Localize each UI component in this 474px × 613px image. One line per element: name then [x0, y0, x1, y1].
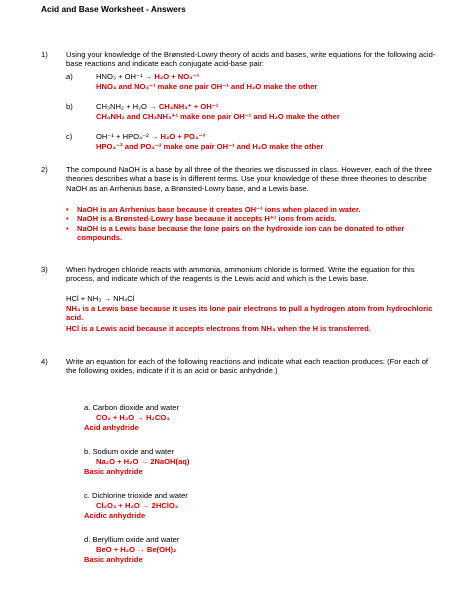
q4-b-equation: Na₂O + H₂O → 2NaOH(aq): [96, 457, 190, 466]
question-3-text: When hydrogen chloride reacts with ammonia, ammonium chloride is formed. Write the equation for this process, and indicate which of the reagents is the Lewis acid and which is the Lewis base.: [66, 265, 415, 284]
q1-c-products: H₂O + PO₄⁻³: [160, 132, 206, 141]
q1-b-equation: [96, 102, 218, 111]
q4-c-equation: Cl₂O₃ + H₂O → 2HClO₂: [96, 501, 179, 510]
q1-c-answer: HPO₄⁻² and PO₄⁻³ make one pair OH⁻¹ and H₂O make the other: [96, 142, 324, 151]
question-3-number: 3): [41, 265, 48, 274]
q1-a-answer: HNO₃ and NO₃⁻¹ make one pair OH⁻¹ and H₂O make the other: [96, 82, 318, 91]
question-4-text: Write an equation for each of the following reactions and indicate what each reaction produces: (For each of the following oxides, indicate if it is an acid or basic anhydride.): [66, 357, 429, 376]
q1-c-reactants: OH⁻¹ + HPO₄⁻² →: [96, 132, 159, 141]
q1-b-reactants: CH₃NH₂ + H₂O →: [96, 102, 157, 111]
q3-answer-base: NH₃ is a Lewis base because it uses its lone pair electrons to pull a hydrogen atom from hydrochloric acid.: [66, 304, 433, 323]
q4-d-label: d. Beryllium oxide and water: [84, 535, 180, 544]
question-4-number: 4): [41, 357, 48, 366]
q1-a-equation: [96, 72, 199, 81]
q4-d-answer: Basic anhydride: [84, 555, 143, 564]
q2-answer-list: [66, 205, 441, 242]
q2-answer-lewis: • NaOH is a Lewis base because the lone pairs on the hydroxide ion can be donated to other compounds.: [66, 224, 441, 243]
q4-a-equation: CO₂ + H₂O → H₂CO₃: [96, 413, 170, 422]
page-title: Acid and Base Worksheet - Answers: [41, 4, 186, 14]
q2-answer-arrhenius: • NaOH is an Arrhenius base because it creates OH⁻¹ ions when placed in water.: [66, 205, 441, 214]
q3-answer-acid: HCl is a Lewis acid because it accepts electrons from NH₃ when the H is transferred.: [66, 324, 371, 333]
q1-b-label: b): [66, 102, 73, 111]
q1-b-answer: CH₃NH₂ and CH₃NH₃⁺¹ make one pair OH⁻¹ and H₂O make the other: [96, 112, 340, 121]
q4-b-answer: Basic anhydride: [84, 467, 143, 476]
q4-b-label: b. Sodium oxide and water: [84, 447, 174, 456]
q3-equation: HCl + NH₃ → NH₄Cl: [66, 294, 135, 303]
question-1-text: Using your knowledge of the Brønsted-Lowry theory of acids and bases, write equations for the following acid-base reactions and indicate each conjugate acid-base pair:: [66, 50, 436, 69]
q4-c-answer: Acidic anhydride: [84, 511, 146, 520]
q1-a-label: a): [66, 72, 73, 81]
q4-a-answer: Acid anhydride: [84, 423, 139, 432]
q4-c-label: c. Dichlorine trioxide and water: [84, 491, 188, 500]
q1-b-products: CH₃NH₃⁺ + OH⁻¹: [158, 102, 219, 111]
question-2-text: The compound NaOH is a base by all three of the theories we discussed in class. However, each of the three theories describes what a base is in different terms. Use your knowledge of these three theories to describe NaOH as an Arrhenius base, a Brønsted-Lowry base, and a Lewis base.: [66, 165, 432, 193]
question-1-number: 1): [41, 50, 48, 59]
q4-d-equation: BeO + H₂O → Be(OH)₂: [96, 545, 177, 554]
q4-a-label: a. Carbon dioxide and water: [84, 403, 179, 412]
q1-c-label: c): [66, 132, 73, 141]
question-2-number: 2): [41, 165, 48, 174]
q1-a-reactants: HNO₃ + OH⁻¹ →: [96, 72, 153, 81]
q1-c-equation: [96, 132, 205, 141]
q2-answer-bronsted: • NaOH is a Brønsted-Lowry base because it accepts H⁺¹ ions from acids.: [66, 214, 441, 223]
q1-a-products: H₂O + NO₃⁻¹: [154, 72, 200, 81]
